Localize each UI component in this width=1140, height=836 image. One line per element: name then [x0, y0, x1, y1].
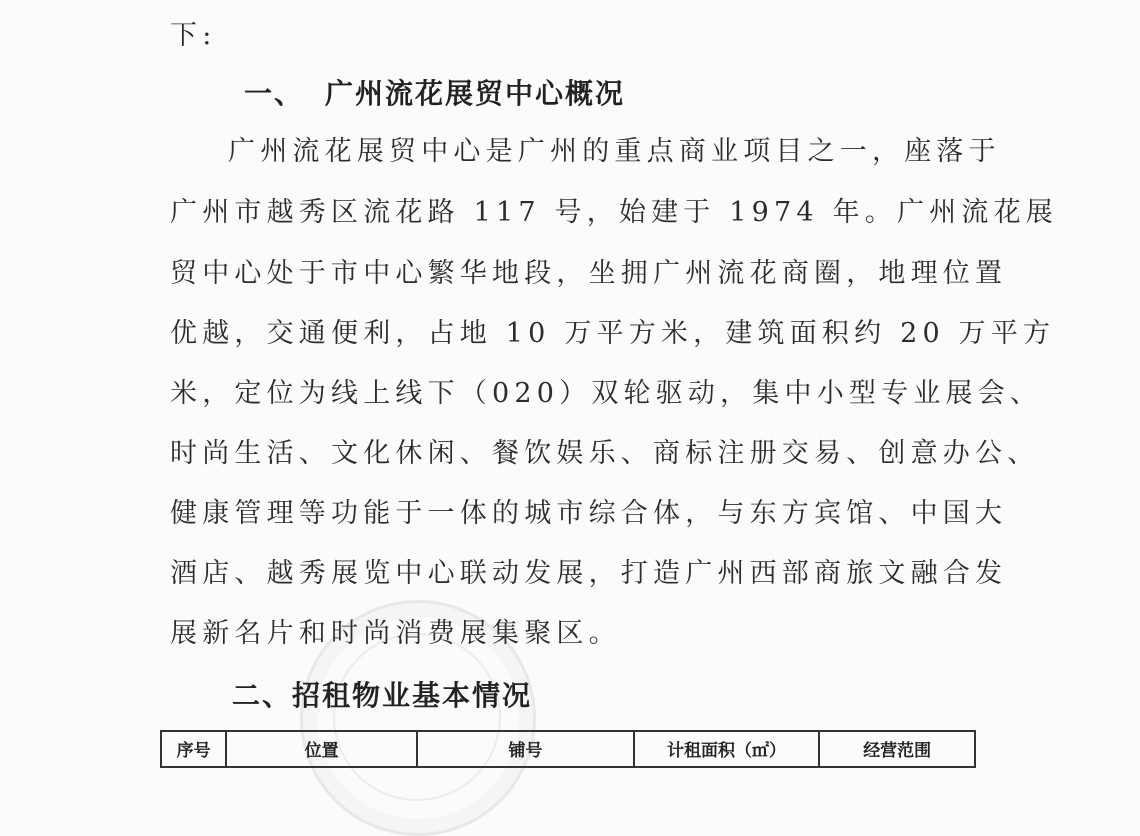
column-header-business-scope: 经营范围	[819, 731, 975, 767]
section1-number: 一、	[244, 77, 305, 110]
paragraph-line-4: 优越，交通便利，占地 10 万平方米，建筑面积约 20 万平方	[170, 318, 1056, 349]
paragraph-line-9: 展新名片和时尚消费展集聚区。	[170, 618, 621, 649]
paragraph-line-5: 米，定位为线上线下（020）双轮驱动，集中小型专业展会、	[170, 378, 1043, 409]
table-header-row	[161, 731, 975, 767]
section1-heading: 广州流花展贸中心概况	[325, 77, 626, 110]
rental-property-table	[160, 730, 976, 768]
column-header-area: 计租面积（㎡）	[634, 731, 820, 767]
section2-heading: 二、招租物业基本情况	[232, 679, 533, 712]
text-line-continuation: 下:	[170, 20, 217, 51]
column-header-location: 位置	[226, 731, 417, 767]
column-header-index: 序号	[161, 731, 226, 767]
paragraph-line-8: 酒店、越秀展览中心联动发展，打造广州西部商旅文融合发	[170, 558, 1008, 589]
paragraph-line-3: 贸中心处于市中心繁华地段，坐拥广州流花商圈，地理位置	[170, 258, 1008, 289]
column-header-shop-number: 铺号	[417, 731, 634, 767]
paragraph-line-7: 健康管理等功能于一体的城市综合体，与东方宾馆、中国大	[170, 498, 1008, 529]
paragraph-line-1: 广州流花展贸中心是广州的重点商业项目之一，座落于	[228, 136, 1001, 167]
paragraph-line-2: 广州市越秀区流花路 117 号，始建于 1974 年。广州流花展	[170, 197, 1058, 228]
paragraph-line-6: 时尚生活、文化休闲、餐饮娱乐、商标注册交易、创意办公、	[170, 438, 1040, 469]
